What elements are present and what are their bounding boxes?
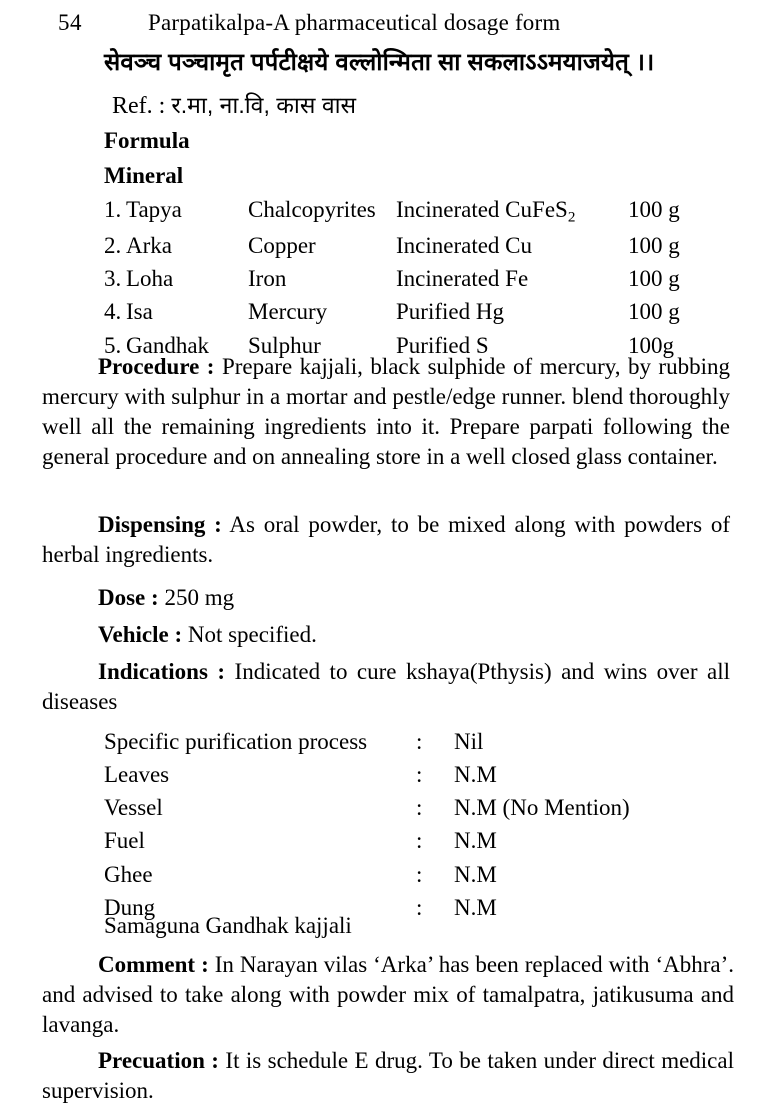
comment-paragraph — [42, 950, 734, 1040]
ingredient-process: Purified Hg — [396, 299, 504, 325]
verse-reference — [112, 88, 356, 120]
ingredient-table-body — [104, 196, 724, 365]
ingredient-formula-subscript: 2 — [567, 208, 576, 226]
specification-row — [104, 827, 724, 860]
vehicle-label: Vehicle : — [98, 622, 183, 647]
mineral-heading: Mineral — [104, 163, 184, 188]
ingredient-quantity: 100 g — [628, 266, 680, 292]
ingredient-english: Sulphur — [248, 332, 321, 358]
specification-label: Dung — [104, 894, 156, 920]
ingredient-name: Loha — [126, 266, 174, 292]
ingredient-row — [104, 232, 724, 265]
ingredient-quantity: 100 g — [628, 299, 680, 325]
ingredient-english: Iron — [248, 266, 287, 292]
vehicle-text: Not specified. — [187, 622, 317, 647]
running-title: Parpatikalpa-A pharmaceutical dosage form — [148, 10, 561, 35]
specification-value: N.M — [454, 762, 497, 788]
ingredient-process: Purified S — [396, 332, 489, 358]
ingredient-quantity: 100 g — [628, 197, 680, 222]
specification-row — [104, 861, 724, 894]
specification-row — [104, 761, 724, 794]
specification-colon: : — [416, 795, 423, 821]
precaution-paragraph — [42, 1046, 734, 1106]
indications-text: Indicated to cure kshaya(Pthysis) and wins over all diseases — [42, 659, 730, 714]
specification-colon: : — [416, 861, 423, 887]
ingredient-quantity: 100 g — [628, 233, 680, 259]
ingredient-row — [104, 298, 724, 331]
ingredient-name: Arka — [126, 233, 172, 259]
ingredient-index: 2. — [104, 233, 122, 259]
procedure-paragraph — [42, 352, 730, 472]
ingredient-index: 4. — [104, 299, 122, 325]
specification-list-body — [104, 728, 724, 927]
dispensing-paragraph — [42, 510, 730, 570]
dose-label: Dose : — [98, 585, 159, 610]
running-head — [0, 8, 780, 38]
specification-list — [104, 728, 724, 927]
ingredient-index: 5. — [104, 332, 122, 358]
precaution-text: It is schedule E drug. To be taken under direct medical supervision. — [42, 1048, 734, 1103]
dispensing-label: Dispensing : — [98, 512, 222, 537]
ingredient-process-text: Incinerated CuFeS — [396, 197, 568, 222]
specification-value: Nil — [454, 729, 484, 754]
ingredient-name: Gandhak — [126, 332, 210, 358]
specification-label: Vessel — [104, 795, 163, 821]
ingredient-english: Copper — [248, 233, 316, 259]
ingredient-english: Mercury — [248, 299, 328, 325]
comment-text: In Narayan vilas ‘Arka’ has been replaced with ‘Abhra’. and advised to take along with powder mix of tamalpatra, jatikusuma and lavanga. — [42, 952, 735, 1037]
specification-colon: : — [416, 729, 423, 754]
indications-label: Indications : — [98, 659, 226, 684]
dose-paragraph — [42, 583, 730, 613]
reference-label: Ref. : — [112, 93, 166, 119]
indications-paragraph — [42, 657, 730, 717]
specification-colon: : — [416, 828, 423, 854]
specification-colon: : — [416, 894, 423, 920]
vehicle-paragraph — [42, 620, 730, 650]
ingredient-name: Isa — [126, 299, 153, 325]
specification-value: N.M (No Mention) — [454, 795, 630, 821]
specification-colon: : — [416, 762, 423, 788]
specification-row — [104, 728, 724, 761]
dose-text: 250 mg — [164, 585, 235, 610]
ingredient-index: 3. — [104, 266, 122, 292]
ingredient-row — [104, 265, 724, 298]
specification-label: Leaves — [104, 762, 170, 788]
precaution-label: Precuation : — [98, 1048, 219, 1073]
ingredient-row — [104, 196, 724, 232]
procedure-text: Prepare kajjali, black sulphide of mercury, by rubbing mercury with sulphur in a mortar and pestle/edge runner. blend thoroughly well all the remaining ingredients into it. Prepare parpati following the general procedure and on annealing store in a well closed glass container. — [42, 354, 730, 469]
specification-label: Specific purification process — [104, 729, 368, 754]
specification-value: N.M — [454, 861, 497, 887]
specification-value: N.M — [454, 894, 497, 920]
sanskrit-verse: सेवञ्च पञ्चामृत पर्पटीक्षये वल्लोन्मिता सा सकलाऽऽमयाजयेत् ।। — [104, 49, 655, 76]
comment-label: Comment : — [98, 952, 209, 977]
specification-value: N.M — [454, 828, 497, 854]
page-number: 54 — [58, 10, 82, 35]
reference-text: र.मा, ना.वि, कास वास — [171, 92, 357, 118]
ingredient-quantity: 100g — [628, 332, 674, 358]
procedure-label: Procedure : — [98, 354, 215, 379]
specification-label: Ghee — [104, 861, 153, 887]
ingredient-process: Incinerated Cu — [396, 233, 533, 259]
ingredient-process — [396, 196, 628, 232]
specification-footnote: Samaguna Gandhak kajjali — [104, 913, 352, 938]
ingredient-name: Tapya — [126, 197, 182, 222]
ingredient-index: 1. — [104, 197, 122, 222]
dispensing-text: As oral powder, to be mixed along with powders of herbal ingredients. — [42, 512, 730, 567]
specification-label: Fuel — [104, 828, 145, 854]
specification-row — [104, 794, 724, 827]
ingredient-process: Incinerated Fe — [396, 266, 529, 292]
formula-heading: Formula — [104, 128, 190, 153]
ingredient-table — [104, 196, 724, 365]
ingredient-english: Chalcopyrites — [248, 197, 376, 222]
